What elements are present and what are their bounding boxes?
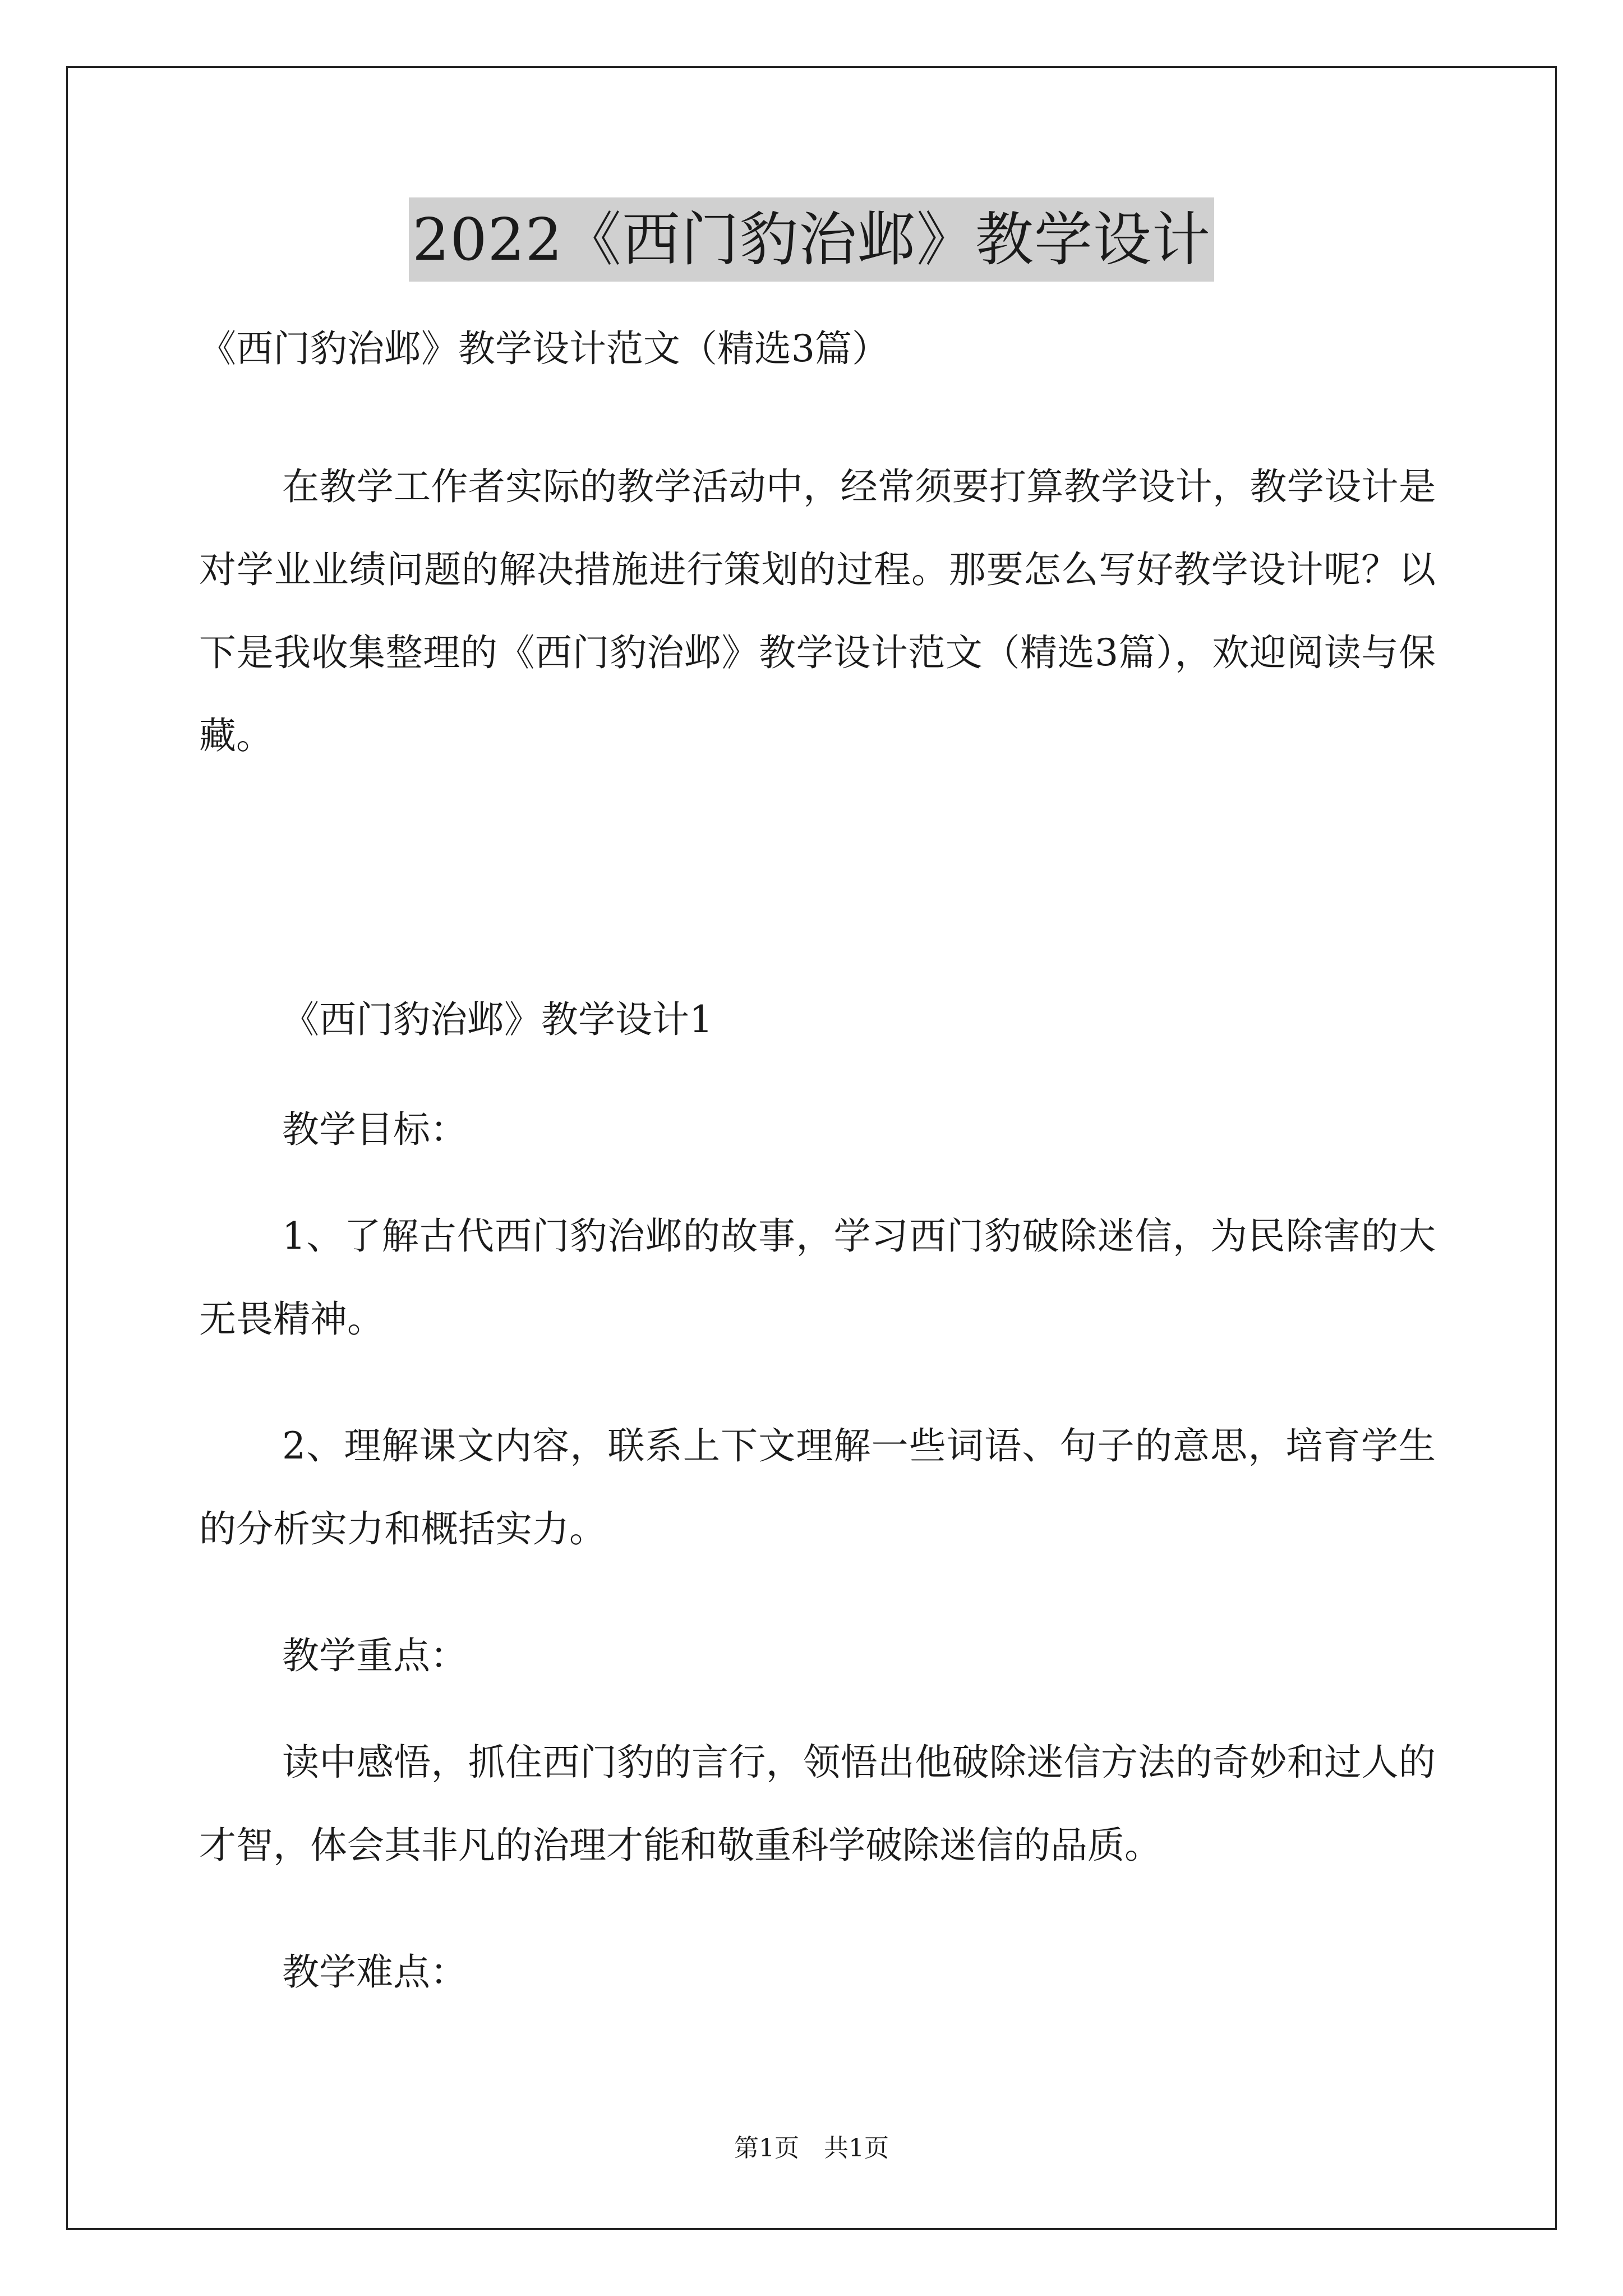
document-subtitle: 《西门豹治邺》教学设计范文（精选3篇） xyxy=(199,327,889,370)
goal-item-2: 2、理解课文内容，联系上下文理解一些词语、句子的意思，培育学生的分析实力和概括实力。 xyxy=(199,1424,1436,1550)
goal-item-1: 1、了解古代西门豹治邺的故事，学习西门豹破除迷信，为民除害的大无畏精神。 xyxy=(199,1214,1436,1341)
section-heading: 《西门豹治邺》教学设计1 xyxy=(282,998,713,1041)
key-points-label: 教学重点： xyxy=(282,1634,467,1677)
page-footer: 第1页 共1页 xyxy=(734,2134,889,2162)
intro-paragraph: 在教学工作者实际的教学活动中，经常须要打算教学设计，教学设计是对学业业绩问题的解决措施进行策划的过程。那要怎么写好教学设计呢？以下是我收集整理的《西门豹治邺》教学设计范文（精选3篇），欢迎阅读与保藏。 xyxy=(199,465,1436,757)
title-container xyxy=(0,197,1623,282)
document-title: 2022《西门豹治邺》教学设计 xyxy=(409,197,1214,282)
goals-label: 教学目标： xyxy=(282,1108,467,1151)
key-points-text: 读中感悟，抓住西门豹的言行，领悟出他破除迷信方法的奇妙和过人的才智，体会其非凡的治理才能和敬重科学破除迷信的品质。 xyxy=(199,1741,1436,1867)
difficulty-label: 教学难点： xyxy=(282,1950,467,1994)
